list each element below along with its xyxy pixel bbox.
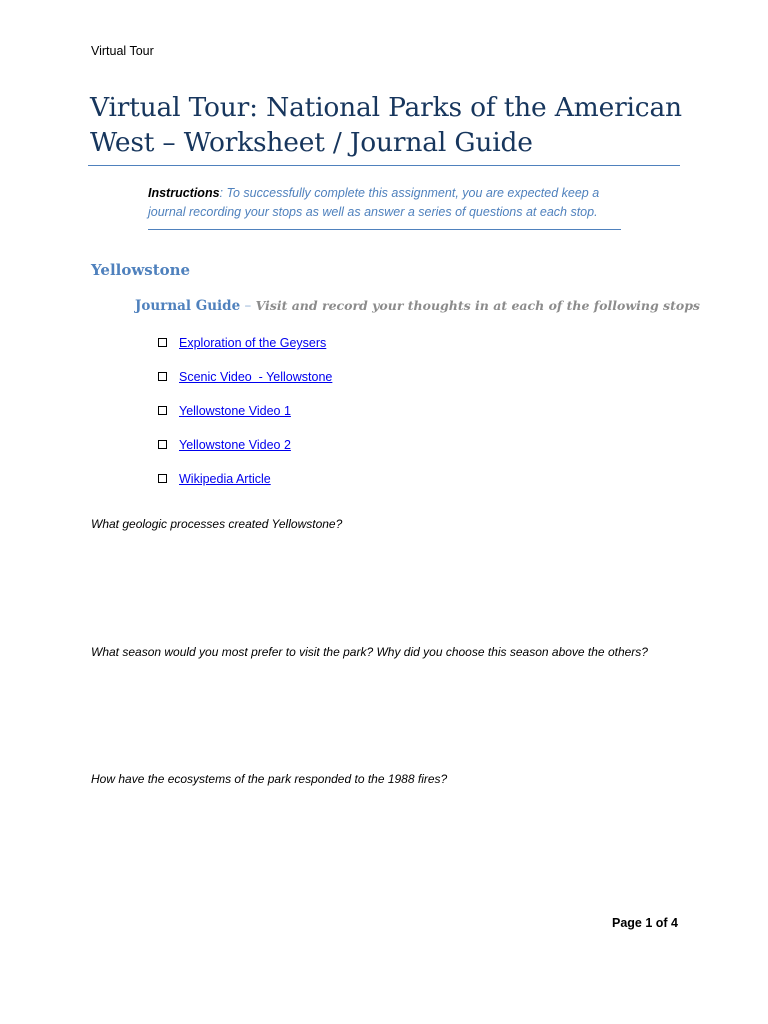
stop-checklist xyxy=(158,335,332,505)
title-divider xyxy=(88,165,680,166)
journal-guide-line xyxy=(135,298,700,314)
question-geologic-processes: What geologic processes created Yellowstone? xyxy=(91,517,343,531)
section-heading: Yellowstone xyxy=(91,261,191,279)
checkbox-icon[interactable] xyxy=(158,474,167,483)
instructions-divider xyxy=(148,229,621,230)
stop-link-video-1[interactable]: Yellowstone Video 1 xyxy=(179,404,291,418)
stop-link-video-2[interactable]: Yellowstone Video 2 xyxy=(179,438,291,452)
journal-guide-dash: – xyxy=(240,298,256,314)
instructions-text: To successfully complete this assignment, you are expected keep a journal recording your stops as well as answer a series of questions at each stop. xyxy=(148,186,600,219)
stop-item xyxy=(158,437,332,471)
stop-link-wikipedia[interactable]: Wikipedia Article xyxy=(179,472,271,486)
question-preferred-season: What season would you most prefer to visit the park? Why did you choose this season above the others? xyxy=(91,645,648,659)
instructions-label: Instructions xyxy=(148,186,220,200)
instructions-colon: : xyxy=(219,186,224,200)
question-1988-fires: How have the ecosystems of the park responded to the 1988 fires? xyxy=(91,772,448,786)
checkbox-icon[interactable] xyxy=(158,440,167,449)
instructions-block xyxy=(148,184,618,222)
journal-guide-description: Visit and record your thoughts in at each of the following stops xyxy=(255,298,700,313)
stop-item xyxy=(158,335,332,369)
checkbox-icon[interactable] xyxy=(158,372,167,381)
stop-item xyxy=(158,369,332,403)
stop-item xyxy=(158,471,332,505)
running-header: Virtual Tour xyxy=(91,44,154,58)
checkbox-icon[interactable] xyxy=(158,338,167,347)
checkbox-icon[interactable] xyxy=(158,406,167,415)
page-number: Page 1 of 4 xyxy=(612,916,678,930)
stop-link-geysers[interactable]: Exploration of the Geysers xyxy=(179,336,327,350)
stop-item xyxy=(158,403,332,437)
document-title: Virtual Tour: National Parks of the American West – Worksheet / Journal Guide xyxy=(90,92,682,158)
stop-link-scenic-video[interactable]: Scenic Video - Yellowstone xyxy=(179,370,333,384)
journal-guide-title: Journal Guide xyxy=(135,298,241,314)
